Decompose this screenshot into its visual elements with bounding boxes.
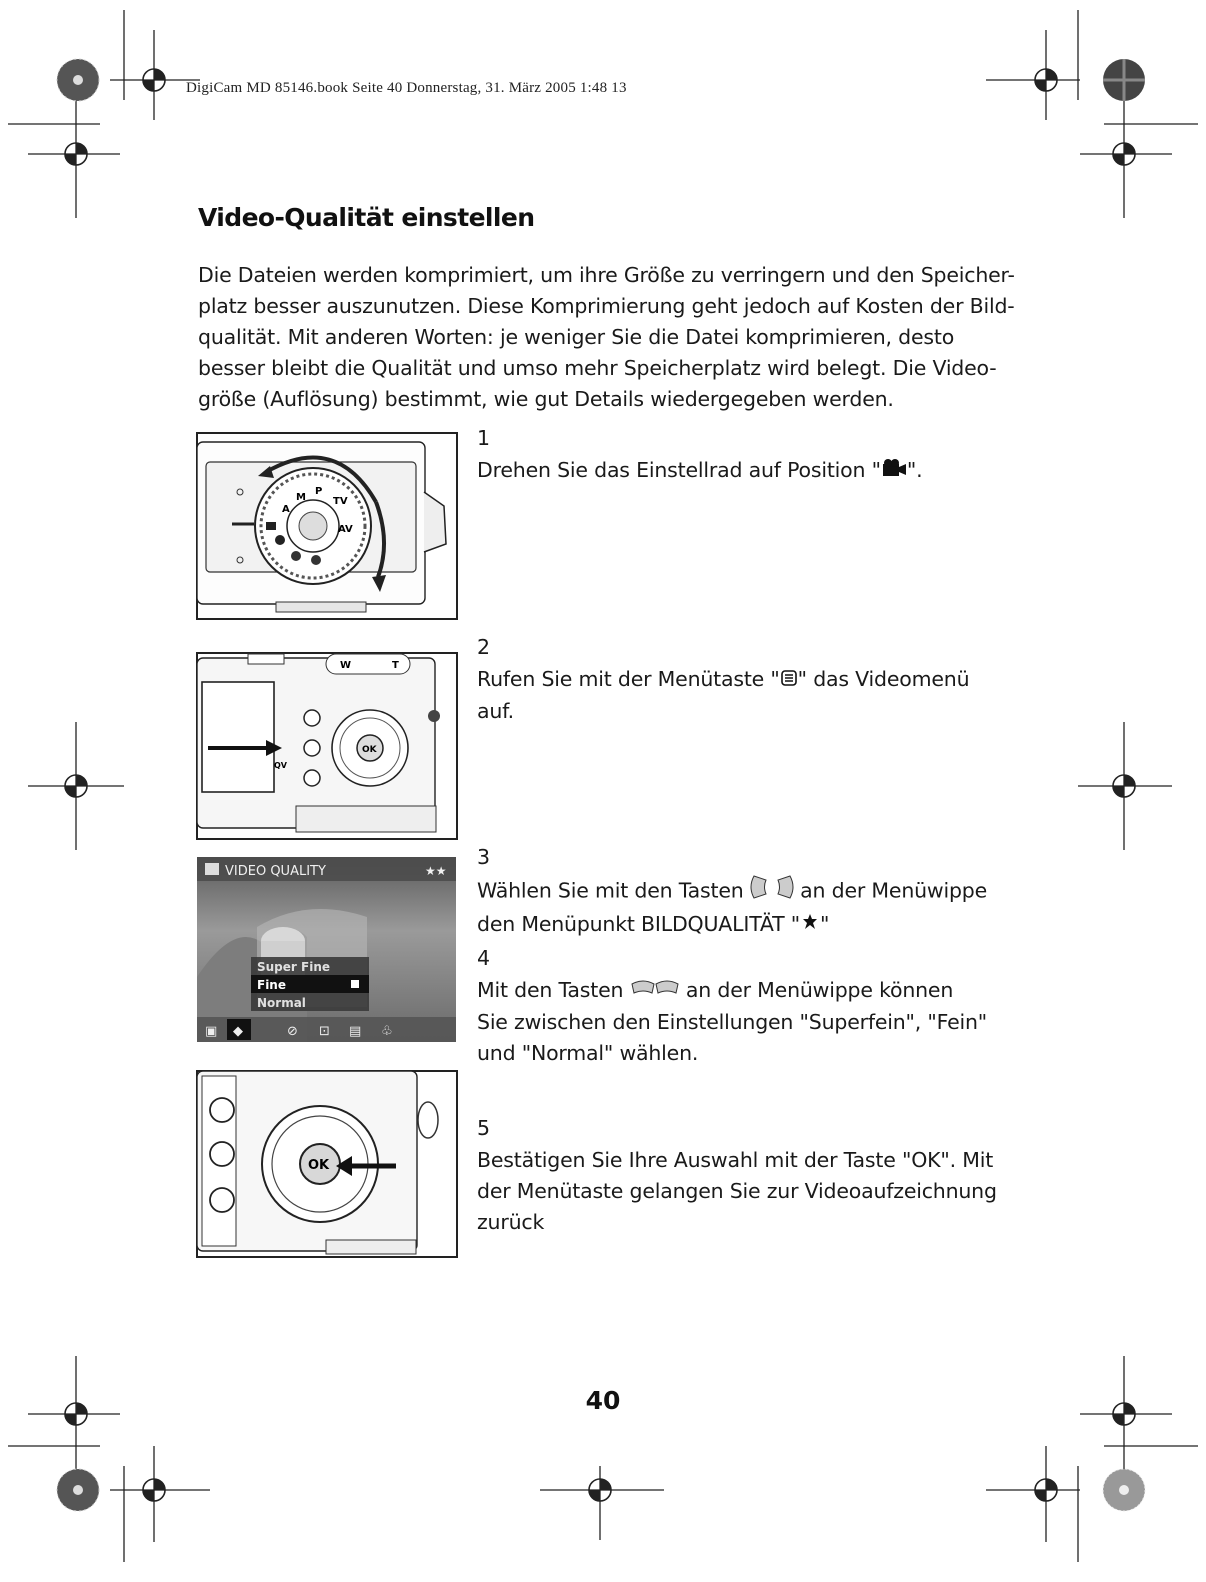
step-text: an der Menüwippe können: [679, 978, 954, 1002]
svg-text:▤: ▤: [349, 1024, 362, 1039]
step-text: Wählen Sie mit den Tasten: [477, 878, 750, 903]
step-text: zurück: [477, 1210, 545, 1234]
zoom-w-label: W: [340, 660, 352, 671]
menu-button-icon: [780, 665, 798, 696]
intro-paragraph: [198, 260, 1028, 415]
rocker-up-down-icon: [750, 874, 794, 909]
step-text: " das Videomenü: [797, 667, 970, 691]
dial-label-m: M: [296, 492, 306, 503]
lcd-menu-title: VIDEO QUALITY: [225, 864, 326, 879]
video-mode-icon: [205, 863, 219, 875]
svg-text:♧: ♧: [381, 1024, 393, 1039]
movie-camera-icon: [881, 456, 907, 487]
step-number: 4: [477, 946, 491, 970]
ok-button-label: OK: [308, 1158, 330, 1173]
dial-label-tv: TV: [333, 496, 348, 507]
ok-label: OK: [362, 745, 377, 755]
step-text: Rufen Sie mit der Menütaste ": [477, 667, 780, 691]
step-number: 2: [477, 635, 491, 659]
lcd-screen-figure: [197, 857, 456, 1042]
svg-text:▣: ▣: [205, 1024, 218, 1039]
dial-label-a: A: [282, 504, 290, 515]
lcd-option-fine[interactable]: Fine: [257, 978, 286, 992]
qv-label: QV: [274, 761, 287, 770]
ok-button-figure: [196, 1070, 458, 1258]
step-text: Drehen Sie das Einstellrad auf Position ": [477, 458, 881, 482]
lcd-option-normal[interactable]: Normal: [257, 996, 306, 1010]
menu-button-figure: [196, 652, 458, 840]
step-1: [477, 423, 1037, 487]
mode-dial-figure: [196, 432, 458, 620]
step-number: 5: [477, 1116, 491, 1140]
step-text: an der Menüwippe: [793, 878, 988, 903]
step-text: Bestätigen Sie Ihre Auswahl mit der Taste "OK". Mit: [477, 1148, 994, 1172]
step-2: [477, 632, 1037, 727]
print-header: DigiCam MD 85146.book Seite 40 Donnerstag, 31. März 2005 1:48 13: [186, 80, 627, 96]
intro-line: besser bleibt die Qualität und umso mehr Speicherplatz wird belegt. Die Video-: [198, 356, 997, 380]
step-text: den Menüpunkt BILDQUALITÄT ": [477, 912, 801, 936]
dial-label-p: P: [315, 486, 323, 497]
svg-text:⊡: ⊡: [319, 1024, 330, 1039]
movie-mode-icon: [266, 522, 276, 530]
step-text: ".: [906, 458, 923, 482]
lcd-option-super-fine[interactable]: Super Fine: [257, 960, 331, 974]
rocker-left-right-icon: [630, 976, 680, 1007]
svg-text:⊘: ⊘: [287, 1024, 298, 1039]
step-text: Sie zwischen den Einstellungen "Superfein", "Fein": [477, 1009, 988, 1034]
step-text: ": [820, 912, 830, 936]
step-number: 1: [477, 426, 491, 450]
step-3: [477, 842, 1037, 941]
step-text: auf.: [477, 698, 514, 723]
menu-button[interactable]: [304, 740, 320, 756]
svg-text:◆: ◆: [233, 1024, 243, 1039]
intro-line: größe (Auflösung) bestimmt, wie gut Details wiedergegeben werden.: [198, 387, 894, 411]
image-quality-icon: [800, 910, 820, 941]
step-text: und "Normal" wählen.: [477, 1040, 699, 1065]
dial-label-av: AV: [338, 524, 353, 535]
quality-stars-icon: ★★: [425, 864, 447, 878]
intro-line: platz besser auszunutzen. Diese Komprimierung geht jedoch auf Kosten der Bild-: [198, 294, 1015, 318]
intro-line: qualität. Mit anderen Worten: je weniger Sie die Datei komprimieren, desto: [198, 325, 955, 349]
step-4: [477, 943, 1037, 1069]
step-text: Mit den Tasten: [477, 978, 630, 1002]
zoom-t-label: T: [392, 660, 399, 671]
page-title: Video-Qualität einstellen: [198, 203, 535, 232]
step-number: 3: [477, 845, 491, 869]
step-text: der Menütaste gelangen Sie zur Videoaufzeichnung: [477, 1179, 997, 1203]
page-number: 40: [585, 1386, 621, 1415]
step-5: [477, 1113, 1037, 1238]
intro-line: Die Dateien werden komprimiert, um ihre Größe zu verringern und den Speicher-: [198, 263, 1015, 287]
